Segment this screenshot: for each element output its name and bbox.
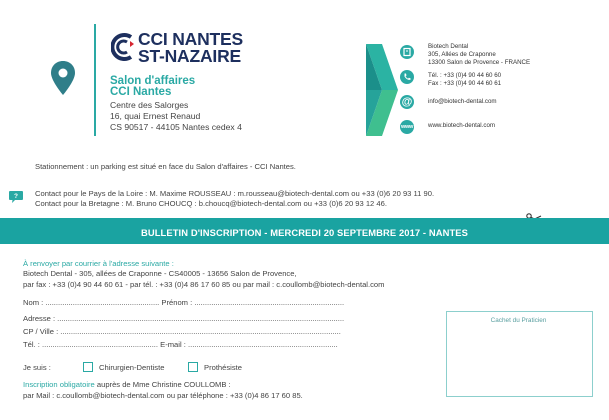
cachet-label: Cachet du Praticien — [490, 317, 547, 324]
form-nom-prenom[interactable]: Nom : ...................................................... Prénom : ....................................................................... — [23, 298, 345, 307]
inscription-line-2: par Mail : c.coullomb@biotech-dental.com ou par téléphone : +33 (0)4 86 17 60 85. — [23, 391, 303, 400]
salon-address-1: Centre des Salorges — [110, 100, 189, 110]
at-sign-icon: @ — [401, 96, 413, 108]
company-address-2: 13300 Salon de Provence - FRANCE — [428, 59, 531, 66]
form-tel-email[interactable]: Tél. : ....................................................... E-mail : ....................................................................... — [23, 340, 338, 349]
phone-icon — [400, 70, 414, 84]
company-tel: Tél. : +33 (0)4 90 44 60 60 — [428, 72, 502, 79]
form-adresse[interactable]: Adresse : ........................................................................................................................................ — [23, 314, 345, 323]
salon-address-2: 16, quai Ernest Renaud — [110, 111, 201, 121]
vertical-divider — [94, 24, 96, 136]
parking-info: Stationnement : un parking est situé en face du Salon d'affaires - CCI Nantes. — [35, 162, 296, 171]
inscription-line-1 — [23, 380, 231, 389]
option-chirurgien-dentiste: Chirurgien-Dentiste — [99, 363, 165, 372]
cci-logo — [111, 29, 271, 69]
cci-logo-mark-icon — [111, 32, 135, 62]
logo-line-2: ST-NAZAIRE — [138, 46, 242, 66]
company-fax: Fax : +33 (0)4 90 44 60 61 — [428, 80, 502, 87]
checkbox-chirurgien-dentiste[interactable] — [83, 362, 93, 372]
speech-bubble-icon — [8, 190, 24, 204]
salon-address-3: CS 90517 - 44105 Nantes cedex 4 — [110, 122, 242, 132]
inscription-contact: auprès de Mme Christine COULLOMB : — [94, 380, 231, 389]
company-email[interactable]: info@biotech-dental.com — [428, 98, 497, 105]
salon-title-1: Salon d'affaires — [110, 75, 196, 87]
logo-line-1: CCI NANTES — [138, 29, 243, 49]
biotech-chevron-graphic — [366, 44, 398, 136]
inscription-obligatoire: Inscription obligatoire — [23, 380, 95, 389]
building-icon — [400, 45, 414, 59]
option-prothesiste: Prothésiste — [204, 363, 242, 372]
svg-text:?: ? — [14, 193, 18, 201]
company-name: Biotech Dental — [428, 43, 469, 50]
contact-pays-de-la-loire: Contact pour le Pays de la Loire : M. Maxime ROUSSEAU : m.rousseau@biotech-dental.com ou +33 (0)6 20 93 11 90. — [35, 189, 435, 198]
je-suis-label: Je suis : — [23, 363, 51, 372]
return-title: À renvoyer par courrier à l'adresse suivante : — [23, 259, 174, 268]
banner-title: BULLETIN D'INSCRIPTION - MERCREDI 20 SEPTEMBRE 2017 - NANTES — [140, 227, 469, 238]
location-pin-icon — [51, 61, 75, 95]
globe-icon: www — [400, 120, 414, 134]
checkbox-prothesiste[interactable] — [188, 362, 198, 372]
salon-title-2: CCI Nantes — [110, 86, 172, 98]
return-contact: par fax : +33 (0)4 90 44 60 61 - par tél. : +33 (0)4 86 17 60 85 ou par mail : c.coullomb@biotech-dental.com — [23, 280, 385, 289]
return-address: Biotech Dental - 305, allées de Craponne - CS40005 - 13656 Salon de Provence, — [23, 269, 297, 278]
form-cp-ville[interactable]: CP / Ville : ..................................................................................................................................... — [23, 327, 341, 336]
company-address-1: 305, Allées de Craponne — [428, 51, 496, 58]
contact-bretagne: Contact pour la Bretagne : M. Bruno CHOUCQ : b.choucq@biotech-dental.com ou +33 (0)6 20 93 12 46. — [35, 199, 387, 208]
company-website[interactable]: www.biotech-dental.com — [428, 122, 496, 129]
